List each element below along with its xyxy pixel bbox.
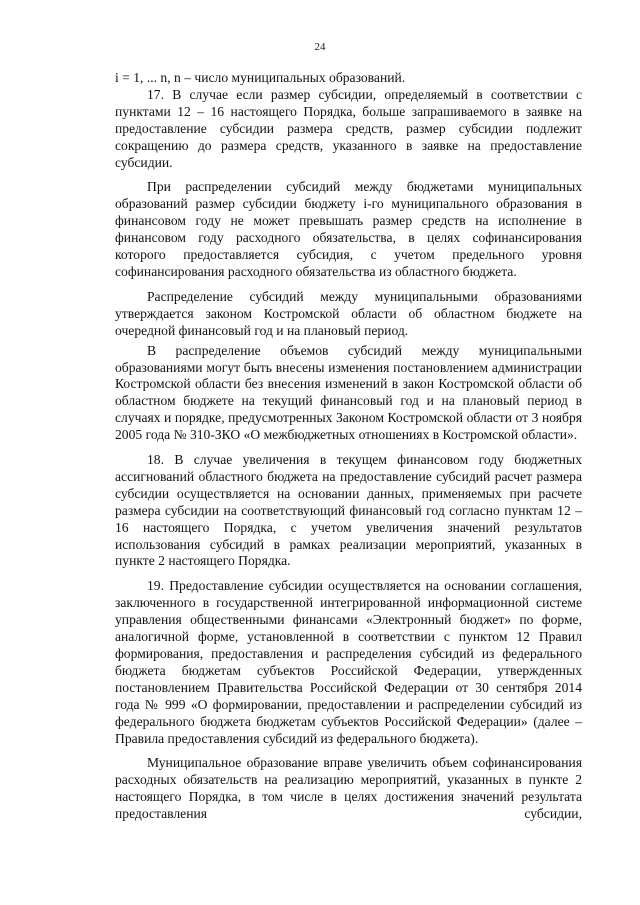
paragraph-formula-note: i = 1, ... n, n – число муниципальных образований. — [115, 70, 406, 85]
document-body — [115, 70, 582, 823]
paragraph-distribution-changes: В распределение объемов субсидий между муниципальными образованиями могут быть внесены изменения постановлением администрации Костромской области без внесения изменений в закон Костромской области об областном бюджете на текущий финансовый год и на плановый период в случаях и порядке, предусмотренных Законом Костромской области от 3 ноября 2005 года № 310-ЗКО «О межбюджетных отношениях в Костромской области». — [115, 342, 582, 443]
page-number: 24 — [314, 41, 326, 53]
paragraph-18: 18. В случае увеличения в текущем финансовом году бюджетных ассигнований областного бюджета на предоставление субсидий расчет размера субсидии осуществляется на основании данных, применяемых при расчете размера субсидии на соответствующий финансовый год согласно пунктам 12 – 16 настоящего Порядка, с учетом увеличения значений результатов использования субсидий в рамках реализации мероприятий, указанных в пункте 2 настоящего Порядка. — [115, 452, 582, 569]
paragraph-distribution-law: Распределение субсидий между муниципальными образованиями утверждается законом Костромской области об областном бюджете на очередной финансовый год и на плановый период. — [115, 288, 582, 338]
paragraph-distribution-limit: При распределении субсидий между бюджетами муниципальных образований размер субсидии бюджету i-го муниципального образования в финансовом году не может превышать размер средств на исполнение в финансовом году расходного обязательства, в целях софинансирования которого предоставляется субсидия, с учетом предельного уровня софинансирования расходного обязательства из областного бюджета. — [115, 179, 582, 279]
paragraph-19: 19. Предоставление субсидии осуществляется на основании соглашения, заключенного в государственной интегрированной информационной системе управления общественными финансами «Электронный бюджет» по форме, аналогичной форме, установленной в соответствии с пунктом 12 Правил формирования, предоставления и распределения субсидий из федерального бюджета бюджетам субъектов Российской Федерации, утвержденных постановлением Правительства Российской Федерации от 30 сентября 2014 года № 999 «О формировании, предоставлении и распределении субсидий из федерального бюджета бюджетам субъектов Российской Федерации» (далее – Правила предоставления субсидий из федерального бюджета). — [115, 578, 582, 746]
paragraph-cofinancing: Муниципальное образование вправе увеличить объем софинансирования расходных обязательств на реализацию мероприятий, указанных в пункте 2 настоящего Порядка, в том числе в целях достижения значений результата предоставления субсидии, — [115, 755, 582, 822]
paragraph-17: 17. В случае если размер субсидии, определяемый в соответствии с пунктами 12 – 16 настоящего Порядка, больше запрашиваемого в заявке на предоставление субсидии размера средств, размер субсидии подлежит сокращению до размера средств, указанного в заявке на предоставление субсидии. — [115, 86, 582, 170]
